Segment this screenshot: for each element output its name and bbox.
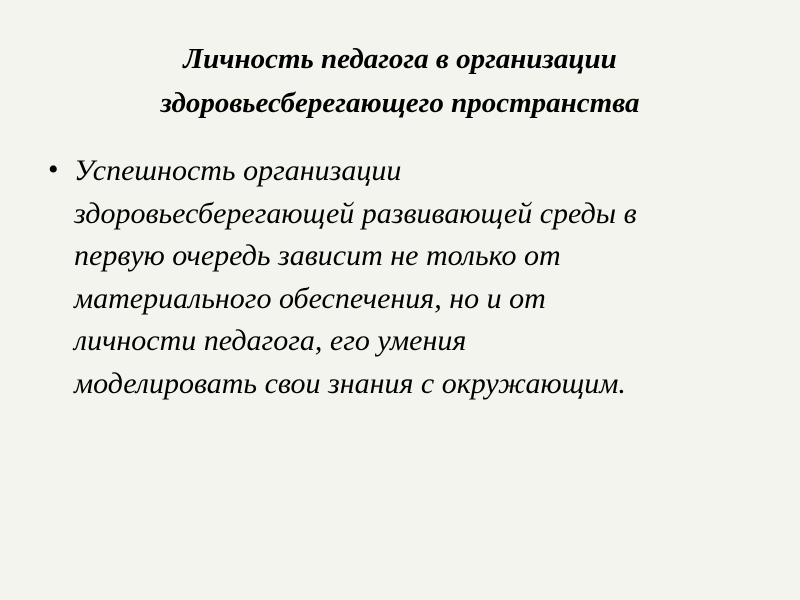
- bullet-text-line-4: материального обеспечения, но и от: [74, 281, 546, 315]
- bullet-text-line-6: моделировать свои знания с окружающим.: [74, 366, 626, 400]
- bullet-list: [48, 150, 768, 405]
- bullet-item: [48, 150, 768, 405]
- bullet-text-line-1: Успешность организации: [74, 154, 402, 187]
- title-line-2: здоровьесберегающего пространства: [160, 87, 640, 119]
- bullet-text-line-3: первую очередь зависит не только от: [74, 239, 561, 272]
- bullet-text-line-5: личности педагога, его умения: [74, 324, 467, 357]
- bullet-text-line-2: здоровьесберегающей развивающей среды в: [74, 196, 637, 230]
- title-line-1: Личность педагога в организации: [183, 43, 617, 75]
- bullet-marker: •: [48, 153, 59, 186]
- slide-title: [40, 37, 760, 125]
